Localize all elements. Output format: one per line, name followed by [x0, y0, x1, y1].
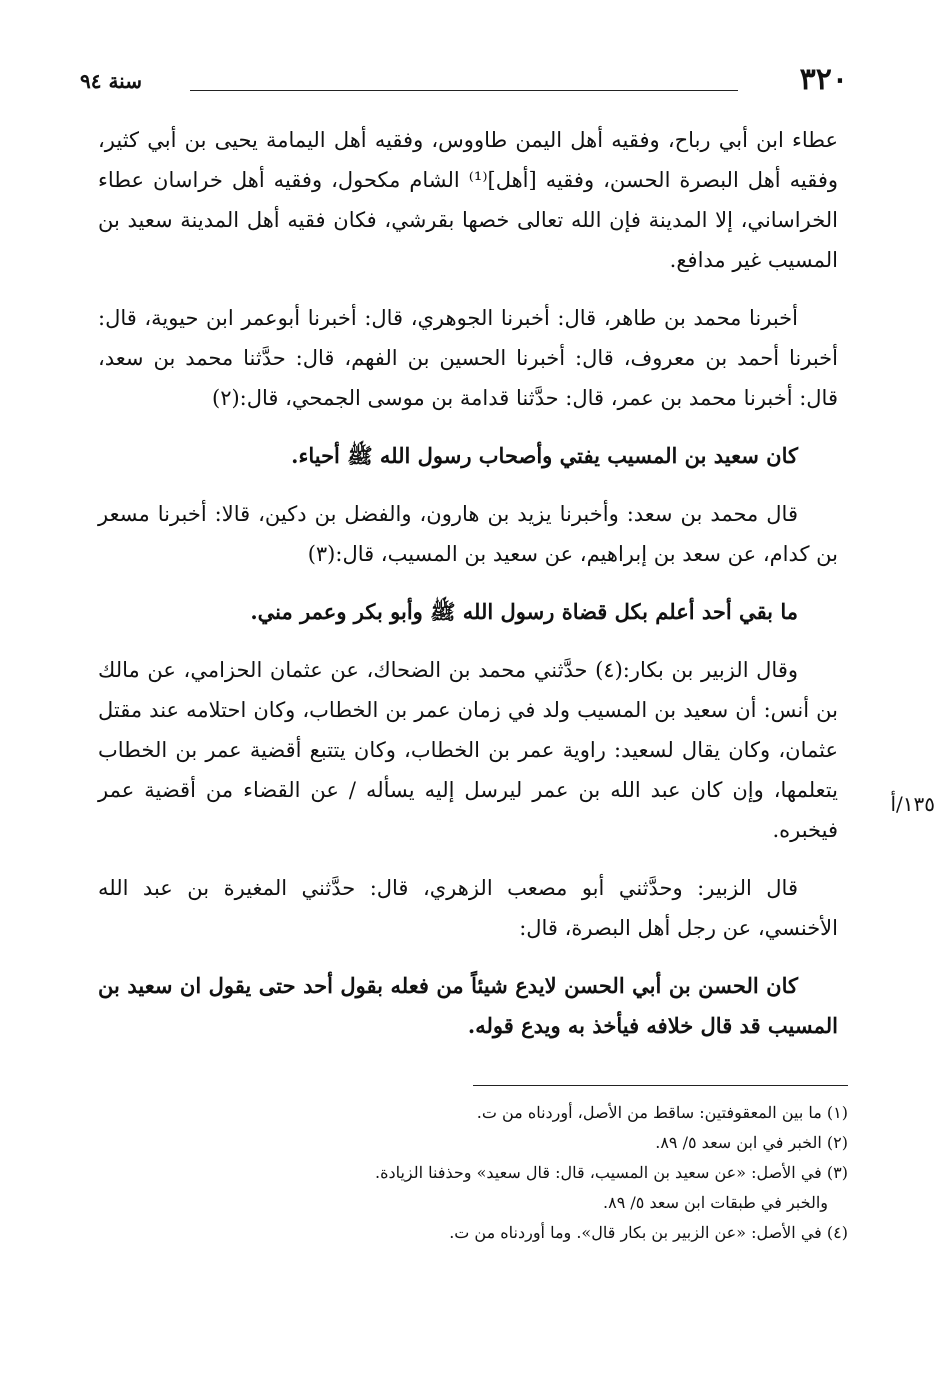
- paragraph: عطاء ابن أبي رباح، وفقيه أهل اليمن طاووس، وفقيه أهل اليمامة يحيى بن أبي كثير، وفقيه أهل البصرة الحسن، وفقيه [أهل]⁽¹⁾ الشام مكحول، وفقيه أهل خراسان عطاء الخراساني، إلا المدينة فإن الله تعالى خصها بقرشي، فكان فقيه أهل المدينة سعيد بن المسيب غير مدافع.: [98, 128, 839, 272]
- manuscript-folio-marker: ١٣٥/أ: [890, 792, 935, 816]
- quoted-report: كان سعيد بن المسيب يفتي وأصحاب رسول الله ﷺ أحياء.: [291, 443, 798, 468]
- footnote: (٣) في الأصل: «عن سعيد بن المسيب، قال: قال سعيد» وحذفنا الزيادة.: [375, 1163, 848, 1182]
- footnote: (١) ما بين المعقوفتين: ساقط من الأصل، أوردناه من ت.: [476, 1103, 848, 1122]
- paragraph: قال الزبير: وحدَّثني أبو مصعب الزهري، قال: حدَّثني المغيرة بن عبد الله الأخنسي، عن رجل أهل البصرة، قال:: [98, 876, 838, 940]
- page-number: ٣٢٠: [799, 62, 848, 97]
- footnotes: [208, 1098, 848, 1248]
- main-text: [98, 120, 838, 1064]
- footnote-rule: [473, 1085, 848, 1086]
- paragraph: وقال الزبير بن بكار:(٤) حدَّثني محمد بن الضحاك، عن عثمان الحزامي، عن مالك بن أنس: أن سعيد بن المسيب ولد في زمان عمر بن الخطاب، وكان احتلامه عند مقتل عثمان، وكان يقال لسعيد: راوية عمر بن الخطاب، وكان يتتبع أقضية عمر بن الخطاب يتعلمها، وإن كان عبد الله بن عمر ليرسل إليه يسأله / عن القضاء من أقضية عمر فيخبره.: [98, 658, 838, 842]
- footnote: (٤) في الأصل: «عن الزبير بن بكار قال». وما أوردناه من ت.: [449, 1223, 848, 1242]
- year-label: سنة ٩٤: [80, 69, 142, 93]
- footnote: (٢) الخبر في ابن سعد ٥/ ٨٩.: [655, 1133, 848, 1152]
- header-rule: [190, 90, 738, 91]
- running-header: [80, 60, 848, 100]
- paragraph: أخبرنا محمد بن طاهر، قال: أخبرنا الجوهري، قال: أخبرنا أبوعمر ابن حيوية، قال: أخبرنا أحمد بن معروف، قال: أخبرنا الحسين بن الفهم، قال: حدَّثنا محمد بن سعد، قال: أخبرنا محمد بن عمر، قال: حدَّثنا قدامة بن موسى الجمحي، قال:(٢): [98, 306, 838, 410]
- quoted-report: ما بقي أحد أعلم بكل قضاة رسول الله ﷺ وأبو بكر وعمر مني.: [250, 599, 798, 624]
- quoted-report: كان الحسن بن أبي الحسن لايدع شيئاً من فعله بقول أحد حتى يقول ان سعيد بن المسيب قد قال خلافه فيأخذ به ويدع قوله.: [98, 973, 838, 1038]
- footnote-continuation: والخبر في طبقات ابن سعد ٥/ ٨٩.: [603, 1193, 828, 1212]
- paragraph: قال محمد بن سعد: وأخبرنا يزيد بن هارون، والفضل بن دكين، قالا: أخبرنا مسعر بن كدام، عن سعد بن إبراهيم، عن سعيد بن المسيب، قال:(٣): [98, 502, 838, 566]
